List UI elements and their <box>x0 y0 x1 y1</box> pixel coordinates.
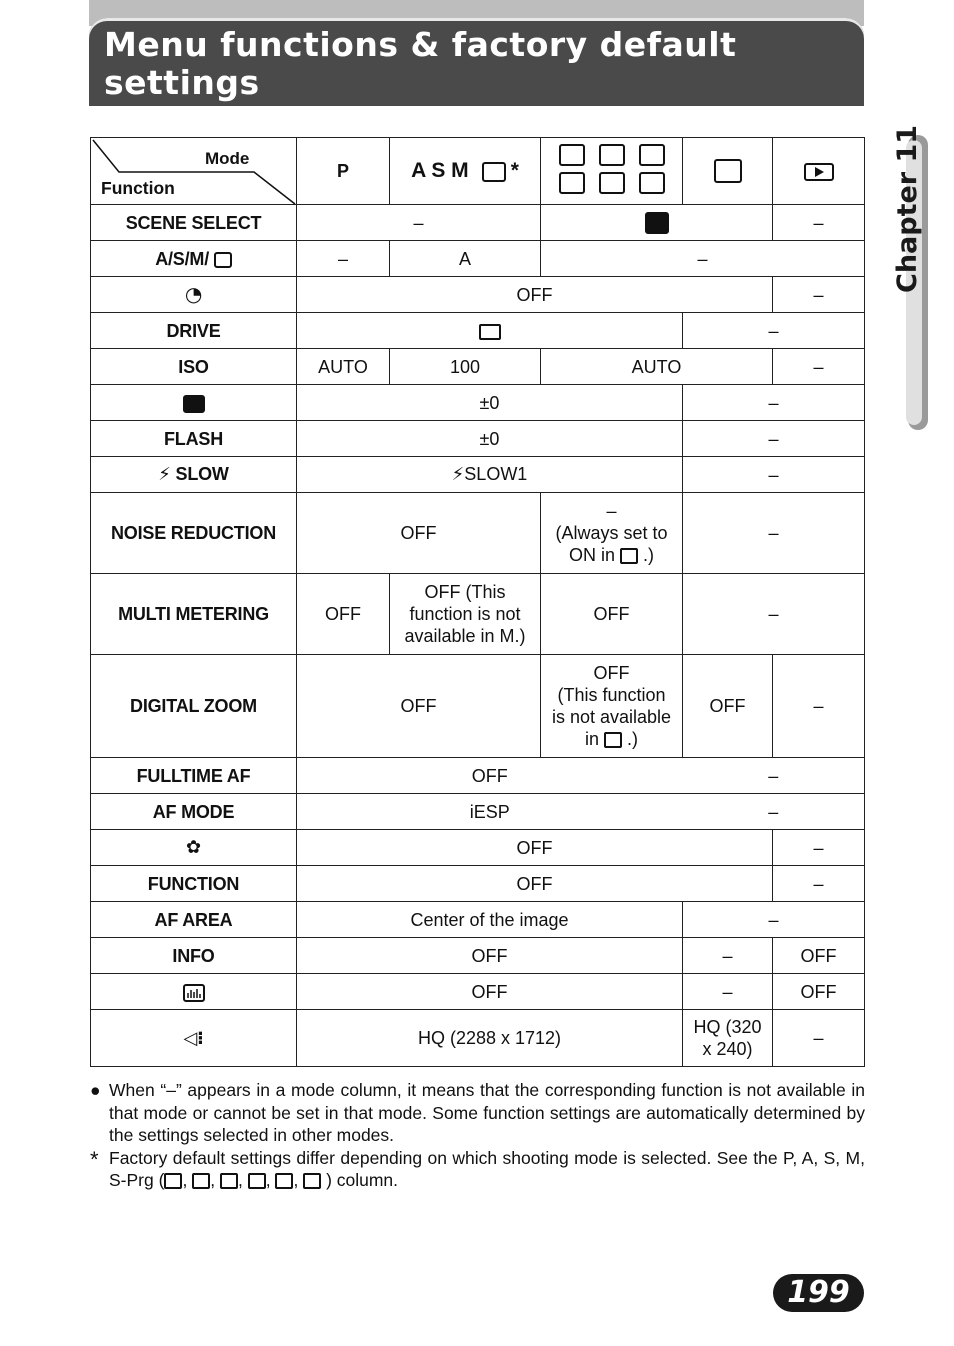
asterisk-icon: * <box>90 1146 99 1172</box>
row-label: ISO <box>91 349 297 385</box>
footnote-text: ) column. <box>326 1170 399 1190</box>
bullet-icon: ● <box>90 1080 101 1100</box>
cell-line: OFF (This <box>424 582 506 602</box>
table-cell: ±0 <box>297 421 683 457</box>
table-row <box>91 457 865 493</box>
table-cell: – <box>297 205 541 241</box>
landscape-portrait-icon <box>559 172 585 194</box>
row-label: SLOW <box>175 464 229 484</box>
table-cell: – <box>773 277 865 313</box>
table-cell: – <box>683 758 865 794</box>
table-cell: OFF <box>297 493 541 574</box>
playback-icon <box>804 163 834 181</box>
table-cell <box>390 574 541 655</box>
table-row <box>91 241 865 277</box>
footnote-bullet <box>90 1079 865 1147</box>
table-row <box>91 349 865 385</box>
table-cell: – <box>683 457 865 493</box>
sport-icon <box>275 1173 293 1189</box>
row-label-cell <box>91 974 297 1010</box>
separator: , <box>237 1170 243 1190</box>
separator: , <box>182 1170 188 1190</box>
cell-line: x 240) <box>702 1039 753 1059</box>
row-label: AF AREA <box>91 902 297 938</box>
table-row <box>91 313 865 349</box>
cell-line: is not available <box>551 707 672 727</box>
table-cell: – <box>683 493 865 574</box>
row-label: FLASH <box>91 421 297 457</box>
table-cell: OFF <box>297 830 773 866</box>
cell-line: available in M.) <box>404 626 526 646</box>
settings-table <box>90 137 865 1067</box>
mode-label: Mode <box>205 149 250 168</box>
cell-line: (Always set to <box>555 523 668 543</box>
row-label: FUNCTION <box>91 866 297 902</box>
table-cell: OFF <box>297 974 683 1010</box>
separator: , <box>293 1170 299 1190</box>
table-cell: OFF <box>297 277 773 313</box>
portrait-icon <box>164 1173 182 1189</box>
night-scene-icon <box>599 144 625 166</box>
table-cell: OFF <box>297 866 773 902</box>
table-row <box>91 493 865 574</box>
table-cell: OFF <box>297 574 390 655</box>
row-label-cell <box>91 830 297 866</box>
table-cell: OFF <box>297 938 683 974</box>
flash-bolt-icon: ⚡ <box>451 464 465 485</box>
landscape-icon <box>639 144 665 166</box>
col-scene-header <box>541 138 683 205</box>
table-cell: HQ (2288 x 1712) <box>297 1010 683 1067</box>
row-label: DRIVE <box>91 313 297 349</box>
table-cell: – <box>683 385 865 421</box>
cell-line: HQ (320 <box>693 1017 762 1037</box>
cell-line: OFF <box>593 663 630 683</box>
single-frame-icon <box>479 324 501 340</box>
table-cell: – <box>773 655 865 758</box>
footnotes <box>90 1079 865 1192</box>
table-cell: – <box>773 1010 865 1067</box>
row-label-cell <box>91 385 297 421</box>
table-cell: – <box>773 830 865 866</box>
col-play-header <box>773 138 865 205</box>
table-row <box>91 974 865 1010</box>
row-label: SCENE SELECT <box>91 205 297 241</box>
table-row <box>91 1010 865 1067</box>
cell-line <box>541 728 682 750</box>
table-cell: – <box>541 241 865 277</box>
page-number: 199 <box>773 1274 864 1312</box>
row-label: AF MODE <box>91 794 297 830</box>
table-row <box>91 574 865 655</box>
table-cell: AUTO <box>297 349 390 385</box>
row-label: INFO <box>91 938 297 974</box>
table-cell: ±0 <box>297 385 683 421</box>
footnote-star <box>90 1147 865 1192</box>
movie-icon <box>714 159 742 183</box>
col-movie-header <box>683 138 773 205</box>
table-cell: OFF <box>297 758 683 794</box>
row-label: DIGITAL ZOOM <box>91 655 297 758</box>
table-row <box>91 277 865 313</box>
table-cell <box>297 313 683 349</box>
separator: , <box>265 1170 271 1190</box>
cell-line: (This function <box>557 685 666 705</box>
portrait-icon <box>604 732 622 748</box>
table-cell: – <box>683 902 865 938</box>
table-cell: iESP <box>297 794 683 830</box>
night-scene-icon <box>192 1173 210 1189</box>
table-cell <box>541 205 773 241</box>
table-row <box>91 758 865 794</box>
col-asm-header <box>390 138 541 205</box>
table-cell: – <box>683 794 865 830</box>
table-row <box>91 385 865 421</box>
table-cell: – <box>297 241 390 277</box>
landscape-portrait-icon <box>248 1173 266 1189</box>
cell-text: .) <box>627 729 639 749</box>
table-cell: – <box>773 205 865 241</box>
self-portrait-icon <box>303 1173 321 1189</box>
self-portrait-icon <box>645 212 669 234</box>
row-label: NOISE REDUCTION <box>91 493 297 574</box>
cell-text: ON in <box>568 545 615 565</box>
table-cell: – <box>683 974 773 1010</box>
header-corner-cell <box>91 138 297 205</box>
self-timer-icon: ◔ <box>184 282 203 306</box>
footnote-text: Factory default settings differ depending on which shooting mode is selected. See the P, A, S, M, S-Prg ( <box>109 1147 865 1190</box>
image-quality-icon: ◁⁝ <box>183 1027 204 1049</box>
table-cell: OFF <box>773 974 865 1010</box>
my-mode-icon <box>214 252 232 268</box>
cell-line: – <box>606 501 617 521</box>
cell-line <box>541 544 682 566</box>
table-cell <box>541 493 683 574</box>
scene-icons-row-1 <box>559 144 665 166</box>
table-cell: OFF <box>297 655 541 758</box>
table-cell: – <box>773 349 865 385</box>
cell-text: SLOW1 <box>464 464 528 484</box>
table-row <box>91 794 865 830</box>
table-cell: – <box>683 938 773 974</box>
col-asm-label: A S M <box>411 158 469 182</box>
table-row <box>91 421 865 457</box>
super-macro-icon: ✿ <box>186 837 201 858</box>
row-label-cell <box>91 277 297 313</box>
table-cell: – <box>683 313 865 349</box>
col-p-header: P <box>297 138 390 205</box>
function-label: Function <box>101 178 175 198</box>
table-cell: – <box>683 574 865 655</box>
self-portrait-icon <box>639 172 665 194</box>
portrait-icon <box>559 144 585 166</box>
table-cell <box>297 457 683 493</box>
table-row <box>91 938 865 974</box>
sport-icon <box>599 172 625 194</box>
table-cell <box>541 655 683 758</box>
cell-line: function is not <box>409 604 521 624</box>
table-header-row <box>91 138 865 205</box>
table-cell: OFF <box>773 938 865 974</box>
row-label-cell <box>91 457 297 493</box>
table-row <box>91 655 865 758</box>
row-label: MULTI METERING <box>91 574 297 655</box>
table-cell: OFF <box>541 574 683 655</box>
chapter-label: Chapter 11 <box>892 124 923 293</box>
cell-text: .) <box>643 545 655 565</box>
row-label-cell <box>91 241 297 277</box>
table-cell <box>683 1010 773 1067</box>
flash-intensity-icon <box>183 395 205 413</box>
scene-icons-row-2 <box>559 172 665 194</box>
table-cell: Center of the image <box>297 902 683 938</box>
table-row <box>91 866 865 902</box>
table-cell: A <box>390 241 541 277</box>
table-cell: AUTO <box>541 349 773 385</box>
footnote-text: When “–” appears in a mode column, it means that the corresponding function is not available in that mode or cannot be set in that mode. Some function settings are automatically determined by the settings selected in other modes. <box>109 1080 865 1145</box>
table-cell: – <box>683 421 865 457</box>
table-row <box>91 205 865 241</box>
page-title: Menu functions & factory default settings <box>104 25 737 102</box>
landscape-icon <box>220 1173 238 1189</box>
row-label-cell <box>91 1010 297 1067</box>
flash-bolt-icon: ⚡ <box>158 464 171 485</box>
table-cell: OFF <box>683 655 773 758</box>
table-cell: – <box>773 866 865 902</box>
table-cell: 100 <box>390 349 541 385</box>
row-label: FULLTIME AF <box>91 758 297 794</box>
my-mode-icon <box>482 162 506 182</box>
table-row <box>91 902 865 938</box>
asm-star: * <box>510 158 519 182</box>
night-scene-icon <box>620 548 638 564</box>
histogram-icon <box>183 984 205 1002</box>
separator: , <box>210 1170 216 1190</box>
table-row <box>91 830 865 866</box>
row-label: A/S/M/ <box>155 248 209 269</box>
cell-text: in <box>584 729 599 749</box>
